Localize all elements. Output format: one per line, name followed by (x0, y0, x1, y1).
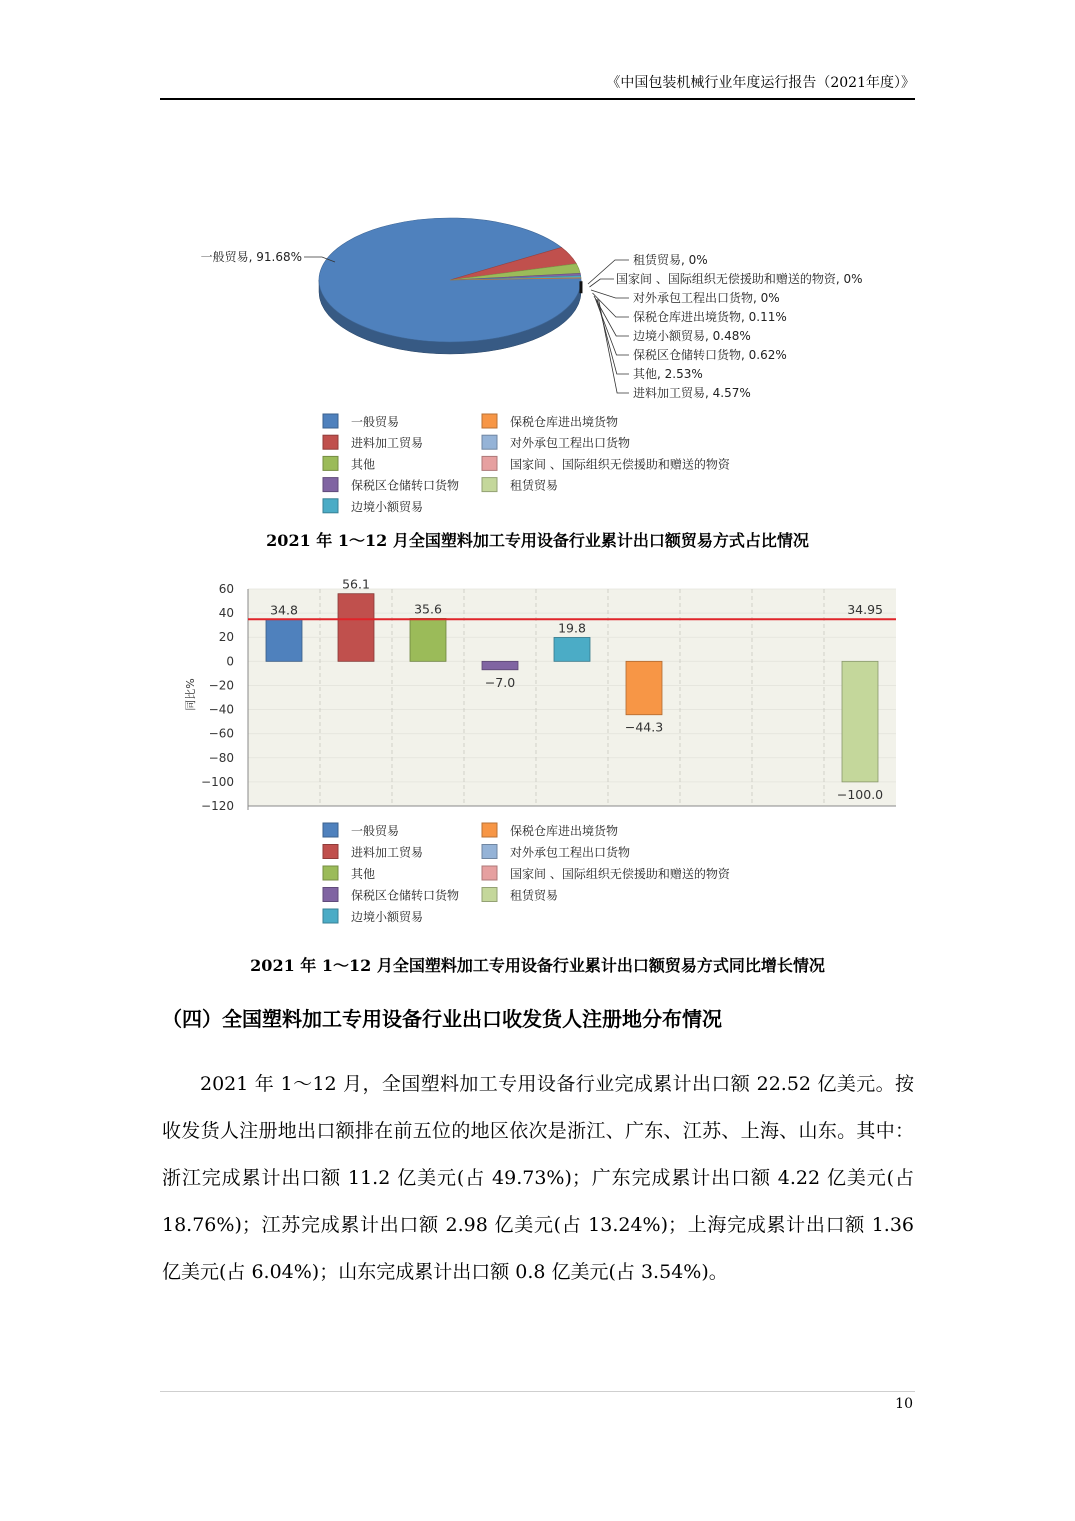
y-tick-label: 60 (218, 582, 234, 596)
legend-swatch (323, 435, 338, 449)
legend-swatch (323, 888, 338, 902)
legend-label: 一般贸易 (351, 824, 400, 838)
legend-label: 租赁贸易 (510, 478, 559, 493)
legend-label: 对外承包工程出口货物 (510, 845, 631, 860)
legend-swatch (323, 456, 338, 470)
bar-chart (0, 565, 1075, 940)
pie-label: 边境小额贸易, 0.48% (633, 329, 751, 343)
y-tick-label: −80 (208, 750, 234, 765)
legend-swatch (482, 888, 497, 902)
reference-line-label: 34.95 (847, 602, 883, 618)
bar (482, 661, 518, 669)
bar (554, 637, 590, 661)
footer-rule (160, 1391, 915, 1392)
legend-label: 进料加工贸易 (351, 845, 424, 860)
bar-value-label: −44.3 (624, 719, 664, 735)
legend-label: 保税区仓储转口货物 (351, 478, 460, 493)
legend-swatch (323, 499, 338, 513)
legend-label: 保税仓库进出境货物 (510, 824, 619, 838)
pie-label: 保税区仓储转口货物, 0.62% (633, 348, 787, 362)
legend-label: 其他 (351, 867, 376, 881)
body-paragraph: 2021 年 1～12 月，全国塑料加工专用设备行业完成累计出口额 22.52 亿美元。按收发货人注册地出口额排在前五位的地区依次是浙江、广东、江苏、上海、山东。其中：浙江完成累计出口额 11.2 亿美元(占 49.73%)；广东完成累计出口额 4.22 亿美元(占 18.76%)；江苏完成累计出口额 2.98 亿美元(占 13.24%)；上海完成累计出口额 1.36 亿美元(占 6.04%)；山东完成累计出口额 0.8 亿美元(占 3.54%)。 (162, 1073, 914, 1283)
bar (410, 618, 446, 661)
pie-chart (0, 0, 1075, 515)
legend-swatch (323, 866, 338, 880)
bar-value-label: 34.8 (270, 602, 298, 618)
pie-label: 国家间 、国际组织无偿援助和赠送的物资, 0% (616, 272, 863, 286)
y-tick-label: −40 (208, 702, 234, 717)
legend-swatch (323, 414, 338, 428)
legend-label: 国家间 、国际组织无偿援助和赠送的物资 (510, 867, 730, 881)
bar-value-label: 19.8 (558, 620, 586, 636)
running-header: 《中国包装机械行业年度运行报告（2021年度）》 (606, 75, 915, 91)
legend-swatch (323, 823, 338, 837)
legend-label: 其他 (351, 457, 376, 472)
pie-label: 保税仓库进出境货物, 0.11% (633, 310, 787, 324)
y-tick-label: 20 (218, 630, 234, 645)
legend-swatch (482, 414, 497, 428)
bar-value-label: 35.6 (414, 601, 442, 617)
section-heading: （四）全国塑料加工专用设备行业出口收发货人注册地分布情况 (162, 1007, 722, 1031)
legend-label: 租赁贸易 (510, 888, 559, 903)
pie-label: 一般贸易, 91.68% (200, 250, 302, 264)
pie-label: 其他, 2.53% (633, 367, 703, 381)
page-number: 10 (895, 1396, 913, 1412)
pie-chart-caption: 2021 年 1～12 月全国塑料加工专用设备行业累计出口额贸易方式占比情况 (266, 531, 809, 550)
y-tick-label: 0 (226, 654, 234, 669)
legend-swatch (482, 866, 497, 880)
legend-swatch (482, 823, 497, 837)
y-tick-label: −120 (201, 799, 234, 813)
legend-swatch (323, 845, 338, 859)
bar-value-label: 56.1 (342, 576, 370, 592)
bar (626, 661, 662, 714)
bar-value-label: −100.0 (836, 786, 884, 802)
legend-label: 保税仓库进出境货物 (510, 415, 619, 429)
bar (338, 594, 374, 662)
bar-value-label: −7.0 (484, 674, 516, 690)
legend-label: 一般贸易 (351, 415, 400, 429)
legend-swatch (482, 456, 497, 470)
pie-leader-line (590, 279, 615, 287)
legend-swatch (482, 435, 497, 449)
legend-label: 国家间 、国际组织无偿援助和赠送的物资 (510, 457, 730, 472)
y-tick-label: 40 (218, 606, 234, 621)
legend-swatch (323, 478, 338, 492)
legend-label: 保税区仓储转口货物 (351, 888, 460, 903)
y-axis-label: 同比% (184, 678, 197, 711)
y-tick-label: −60 (208, 726, 234, 741)
legend-swatch (482, 478, 497, 492)
legend-label: 对外承包工程出口货物 (510, 436, 631, 451)
legend-label: 边境小额贸易 (351, 499, 424, 514)
bar (842, 661, 878, 782)
y-tick-label: −100 (201, 774, 234, 789)
legend-swatch (482, 845, 497, 859)
legend-swatch (323, 909, 338, 923)
legend-label: 边境小额贸易 (351, 910, 424, 924)
bar-chart-caption: 2021 年 1～12 月全国塑料加工专用设备行业累计出口额贸易方式同比增长情况 (250, 956, 825, 975)
legend-label: 进料加工贸易 (351, 436, 424, 451)
pie-label: 租赁贸易, 0% (633, 253, 708, 267)
pie-label: 进料加工贸易, 4.57% (633, 386, 751, 400)
bar (266, 619, 302, 661)
pie-label: 对外承包工程出口货物, 0% (633, 291, 780, 305)
y-tick-label: −20 (208, 678, 234, 693)
